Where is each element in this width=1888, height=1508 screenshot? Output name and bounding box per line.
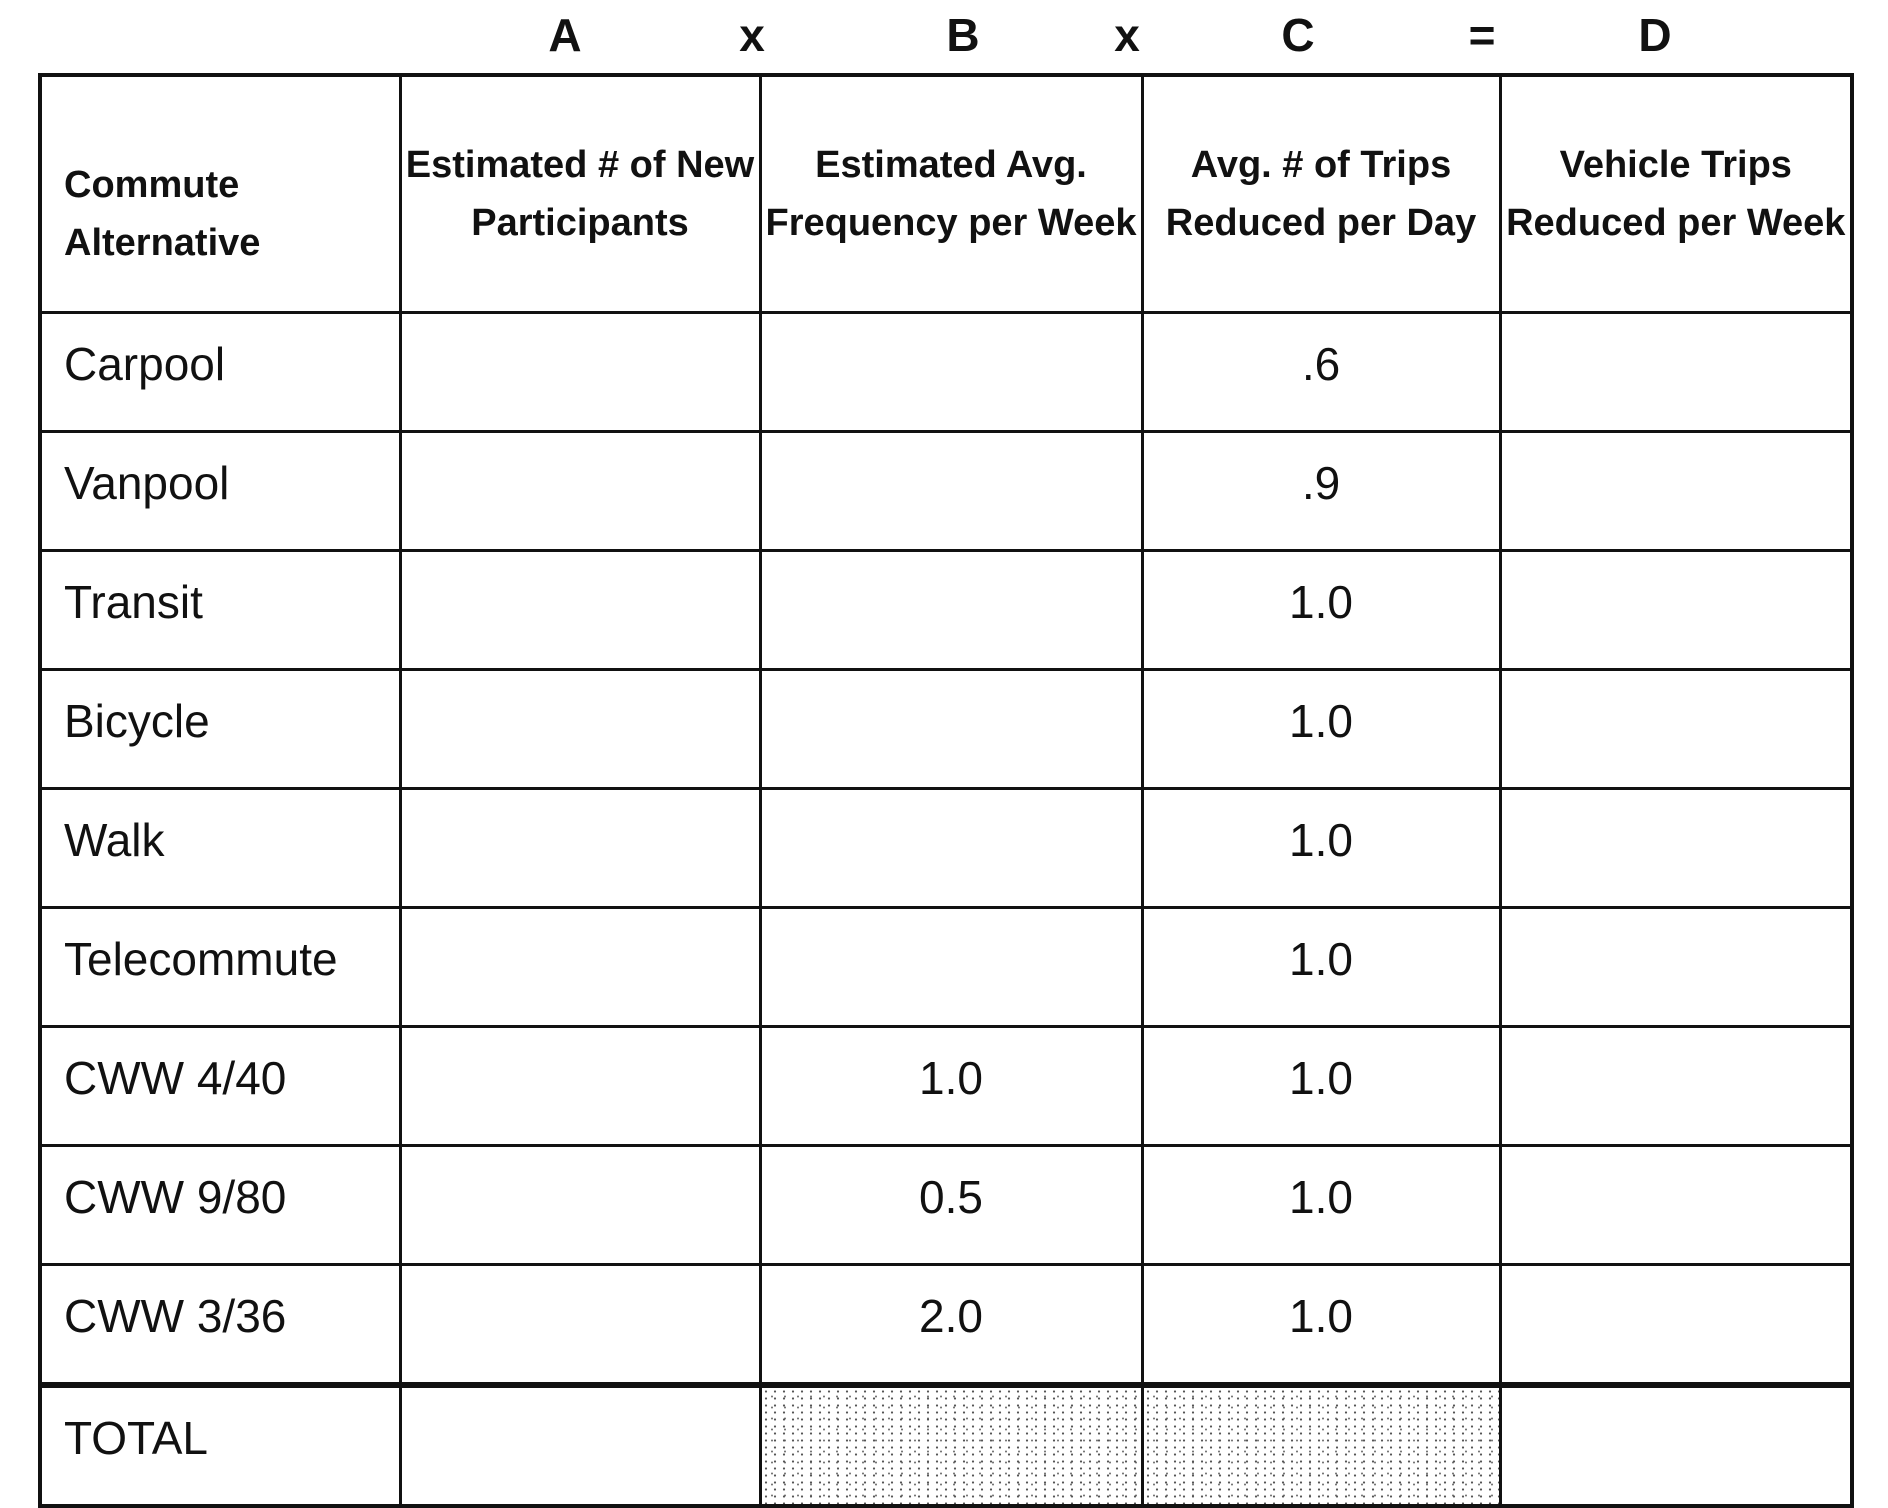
formula-a: A bbox=[548, 9, 582, 61]
cell-vehicle-trips bbox=[1500, 908, 1852, 1027]
cell-frequency bbox=[760, 551, 1142, 670]
row-label: CWW 4/40 bbox=[40, 1027, 400, 1146]
total-new-participants bbox=[400, 1385, 760, 1506]
header-row bbox=[40, 75, 1852, 313]
cell-frequency bbox=[760, 908, 1142, 1027]
row-label: Carpool bbox=[40, 313, 400, 432]
cell-vehicle-trips bbox=[1500, 432, 1852, 551]
cell-vehicle-trips bbox=[1500, 1146, 1852, 1265]
cell-new-participants bbox=[400, 313, 760, 432]
cell-new-participants bbox=[400, 551, 760, 670]
formula-header bbox=[0, 8, 1888, 68]
total-trips-per-day-shaded bbox=[1142, 1385, 1500, 1506]
cell-frequency: 2.0 bbox=[760, 1265, 1142, 1386]
row-label: Vanpool bbox=[40, 432, 400, 551]
cell-vehicle-trips bbox=[1500, 1265, 1852, 1386]
table-row bbox=[40, 670, 1852, 789]
cell-trips-per-day: .9 bbox=[1142, 432, 1500, 551]
formula-b: B bbox=[946, 9, 980, 61]
cell-vehicle-trips bbox=[1500, 789, 1852, 908]
header-vehicle-trips-reduced-per-week: Vehicle Trips Reduced per Week bbox=[1500, 75, 1852, 313]
cell-trips-per-day: 1.0 bbox=[1142, 551, 1500, 670]
cell-new-participants bbox=[400, 1146, 760, 1265]
cell-new-participants bbox=[400, 1265, 760, 1386]
cell-vehicle-trips bbox=[1500, 670, 1852, 789]
row-label: CWW 9/80 bbox=[40, 1146, 400, 1265]
formula-multiply-1: x bbox=[739, 9, 765, 61]
formula-multiply-2: x bbox=[1114, 9, 1140, 61]
cell-frequency bbox=[760, 789, 1142, 908]
total-vehicle-trips bbox=[1500, 1385, 1852, 1506]
total-label: TOTAL bbox=[40, 1385, 400, 1506]
cell-new-participants bbox=[400, 1027, 760, 1146]
row-label: Bicycle bbox=[40, 670, 400, 789]
row-label: Transit bbox=[40, 551, 400, 670]
cell-new-participants bbox=[400, 670, 760, 789]
cell-trips-per-day: 1.0 bbox=[1142, 908, 1500, 1027]
cell-new-participants bbox=[400, 908, 760, 1027]
total-frequency-shaded bbox=[760, 1385, 1142, 1506]
header-frequency-per-week: Estimated Avg. Frequency per Week bbox=[760, 75, 1142, 313]
table-row bbox=[40, 432, 1852, 551]
cell-frequency: 1.0 bbox=[760, 1027, 1142, 1146]
cell-new-participants bbox=[400, 432, 760, 551]
formula-c: C bbox=[1281, 9, 1315, 61]
cell-vehicle-trips bbox=[1500, 313, 1852, 432]
cell-vehicle-trips bbox=[1500, 551, 1852, 670]
table-row bbox=[40, 789, 1852, 908]
cell-trips-per-day: 1.0 bbox=[1142, 1146, 1500, 1265]
table-row bbox=[40, 551, 1852, 670]
cell-trips-per-day: .6 bbox=[1142, 313, 1500, 432]
cell-trips-per-day: 1.0 bbox=[1142, 789, 1500, 908]
row-label: Telecommute bbox=[40, 908, 400, 1027]
cell-frequency bbox=[760, 670, 1142, 789]
table-row bbox=[40, 313, 1852, 432]
cell-vehicle-trips bbox=[1500, 1027, 1852, 1146]
header-trips-reduced-per-day: Avg. # of Trips Reduced per Day bbox=[1142, 75, 1500, 313]
cell-frequency bbox=[760, 313, 1142, 432]
cell-frequency bbox=[760, 432, 1142, 551]
row-label: Walk bbox=[40, 789, 400, 908]
table-row bbox=[40, 1027, 1852, 1146]
header-commute-alternative: Commute Alternative bbox=[40, 75, 400, 313]
formula-equals: = bbox=[1468, 9, 1496, 61]
total-row bbox=[40, 1385, 1852, 1506]
cell-trips-per-day: 1.0 bbox=[1142, 1265, 1500, 1386]
cell-trips-per-day: 1.0 bbox=[1142, 1027, 1500, 1146]
cell-trips-per-day: 1.0 bbox=[1142, 670, 1500, 789]
trip-reduction-table bbox=[38, 73, 1854, 1508]
table-row bbox=[40, 1265, 1852, 1386]
row-label: CWW 3/36 bbox=[40, 1265, 400, 1386]
table-row bbox=[40, 1146, 1852, 1265]
cell-new-participants bbox=[400, 789, 760, 908]
formula-d: D bbox=[1638, 9, 1672, 61]
header-new-participants: Estimated # of New Participants bbox=[400, 75, 760, 313]
table-row bbox=[40, 908, 1852, 1027]
cell-frequency: 0.5 bbox=[760, 1146, 1142, 1265]
